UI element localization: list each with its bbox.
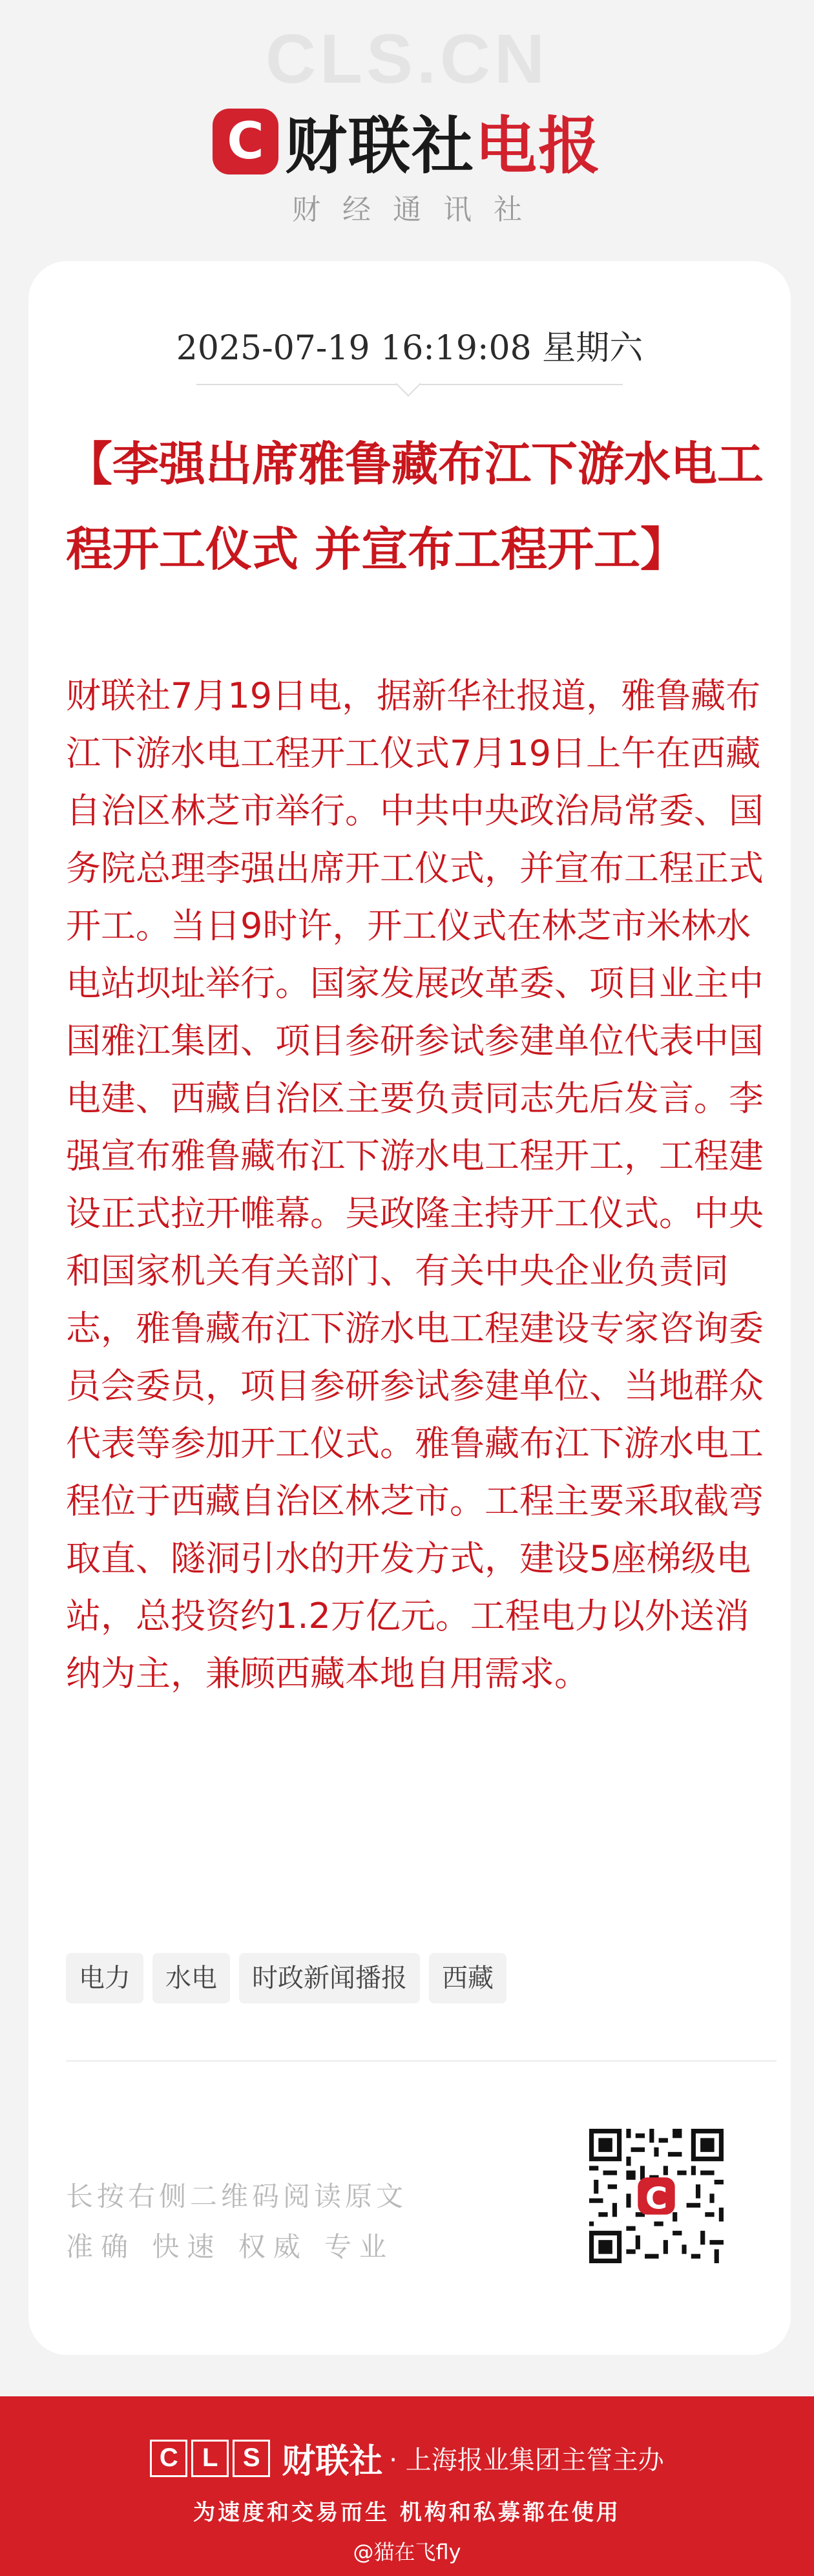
separator bbox=[66, 2060, 777, 2062]
tag-list bbox=[66, 1953, 506, 2003]
logo-text-red: 电报 bbox=[475, 110, 601, 182]
weibo-credit: @猫在飞fly bbox=[353, 2540, 461, 2564]
article-title: 【李强出席雅鲁藏布江下游水电工程开工仪式 并宣布工程开工】 bbox=[66, 437, 764, 576]
qr-badge-letter: C bbox=[645, 2180, 668, 2216]
article-body: 财联社7月19日电，据新华社报道，雅鲁藏布江下游水电工程开工仪式7月19日上午在西藏自治区林芝市举行。中共中央政治局常委、国务院总理李强出席开工仪式，并宣布工程正式开工。当日9时许，开工仪式在林芝市米林水电站坝址举行。国家发展改革委、项目业主中国雅江集团、项目参研参试参建单位代表中国电建、西藏自治区主要负责同志先后发言。李强宣布雅鲁藏布江下游水电工程开工，工程建设正式拉开帷幕。吴政隆主持开工仪式。中央和国家机关有关部门、有关中央企业负责同志，雅鲁藏布江下游水电工程建设专家咨询委员会委员，项目参研参试参建单位、当地群众代表等参加开工仪式。雅鲁藏布江下游水电工程位于西藏自治区林芝市。工程主要采取截弯取直、隧洞引水的开发方式，建设5座梯级电站，总投资约1.2万亿元。工程电力以外送消纳为主，兼顾西藏本地自用需求。 bbox=[66, 675, 764, 1694]
qr-code-image[interactable] bbox=[589, 2129, 724, 2263]
footer-organization: · 上海报业集团主管主办 bbox=[389, 2445, 664, 2475]
logo-text bbox=[285, 97, 601, 185]
cls-letter: S bbox=[233, 2440, 270, 2477]
cls-letter: C bbox=[150, 2440, 187, 2477]
cls-logo bbox=[150, 2440, 270, 2477]
cls-letter: L bbox=[191, 2440, 229, 2477]
tag-item[interactable]: 水电 bbox=[152, 1953, 230, 2003]
tag-item[interactable]: 时政新闻播报 bbox=[239, 1953, 420, 2003]
footer-brand-row bbox=[0, 2434, 814, 2482]
slogan-text: 准确 快速 权威 专业 bbox=[66, 2231, 395, 2263]
footer-brand-name: 财联社 bbox=[282, 2442, 383, 2481]
logo-text-black: 财联社 bbox=[285, 110, 475, 182]
logo-subtitle: 财经通讯社 bbox=[292, 193, 544, 226]
tag-item[interactable]: 电力 bbox=[66, 1953, 143, 2003]
article-datetime: 2025-07-19 16:19:08 星期六 bbox=[176, 329, 643, 368]
logo bbox=[0, 97, 814, 185]
header bbox=[0, 0, 814, 259]
footer-banner bbox=[0, 2396, 814, 2576]
watermark-text: CLS.CN bbox=[266, 19, 548, 98]
qr-code-graphic bbox=[589, 2129, 724, 2263]
logo-c-icon: C bbox=[213, 109, 278, 174]
article-card bbox=[28, 261, 791, 2355]
divider-notch bbox=[395, 371, 421, 397]
qr-hint-text: 长按右侧二维码阅读原文 bbox=[66, 2180, 408, 2212]
footer-tagline: 为速度和交易而生 机构和私募都在使用 bbox=[193, 2500, 621, 2526]
tag-item[interactable]: 西藏 bbox=[429, 1953, 506, 2003]
